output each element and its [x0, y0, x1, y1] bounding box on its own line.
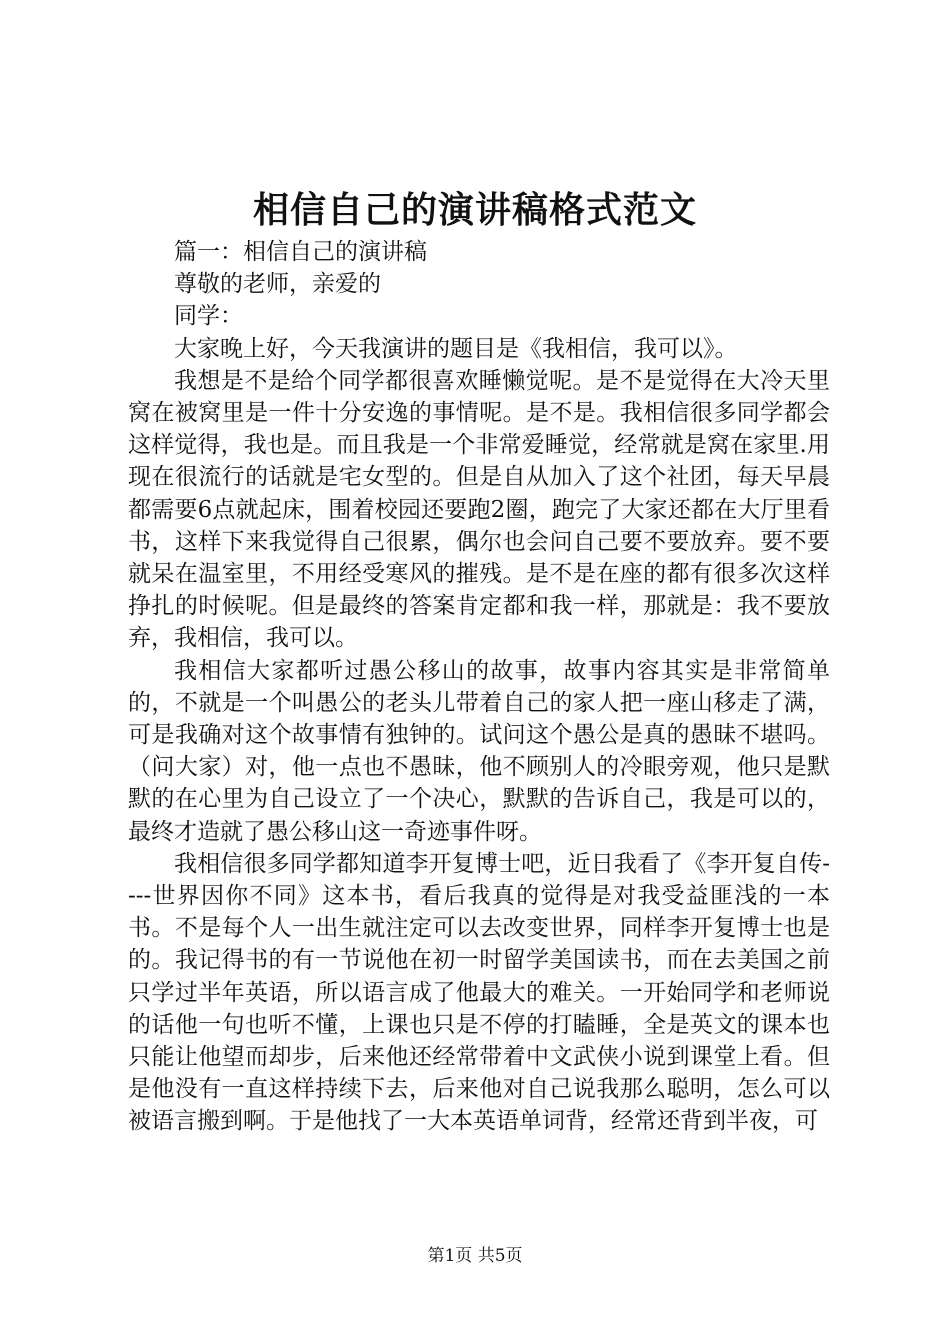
- paragraph: 我相信大家都听过愚公移山的故事，故事内容其实是非常简单的，不就是一个叫愚公的老头儿带着自己的家人把一座山移走了满，可是我确对这个故事情有独钟的。试问这个愚公是真的愚昧不堪吗。（问大家）对，他一点也不愚昧，他不顾别人的冷眼旁观，他只是默默的在心里为自己设立了一个决心，默默的告诉自己，我是可以的，最终才造就了愚公移山这一奇迹事件呀。: [128, 657, 830, 845]
- paragraph: 我相信很多同学都知道李开复博士吧，近日我看了《李开复自传----世界因你不同》这本书，看后我真的觉得是对我受益匪浅的一本书。不是每个人一出生就注定可以去改变世界，同样李开复博士也是的。我记得书的有一节说他在初一时留学美国读书，而在去美国之前只学过半年英语，所以语言成了他最大的难关。一开始同学和老师说的话他一句也听不懂，上课也只是不停的打瞌睡，全是英文的课本也只能让他望而却步，后来他还经常带着中文武侠小说到课堂上看。但是他没有一直这样持续下去，后来他对自己说我那么聪明，怎么可以被语言搬到啊。于是他找了一大本英语单词背，经常还背到半夜，可: [128, 850, 830, 1135]
- document-body: [128, 236, 830, 1138]
- salutation-line: 尊敬的老师，亲爱的: [174, 271, 381, 298]
- greeting-line: 大家晚上好，今天我演讲的题目是《我相信，我可以》。: [174, 335, 738, 362]
- document-title: 相信自己的演讲稿格式范文: [252, 189, 697, 231]
- salutation-line-cont: 同学：: [174, 303, 243, 330]
- section-heading: 篇一：相信自己的演讲稿: [174, 239, 427, 265]
- paragraph: 我想是不是给个同学都很喜欢睡懒觉呢。是不是觉得在大冷天里窝在被窝里是一件十分安逸的事情呢。是不是。我相信很多同学都会这样觉得，我也是。而且我是一个非常爱睡觉，经常就是窝在家里.用现在很流行的话就是宅女型的。但是自从加入了这个社团，每天早晨都需要6点就起床，围着校园还要跑2圈，跑完了大家还都在大厅里看书，这样下来我觉得自己很累，偶尔也会问自己要不要放弃。要不要就呆在温室里，不用经受寒风的摧残。是不是在座的都有很多次这样挣扎的时候呢。但是最终的答案肯定都和我一样，那就是：我不要放弃，我相信，我可以。: [128, 367, 830, 652]
- page-footer: 第1页 共5页: [427, 1246, 523, 1266]
